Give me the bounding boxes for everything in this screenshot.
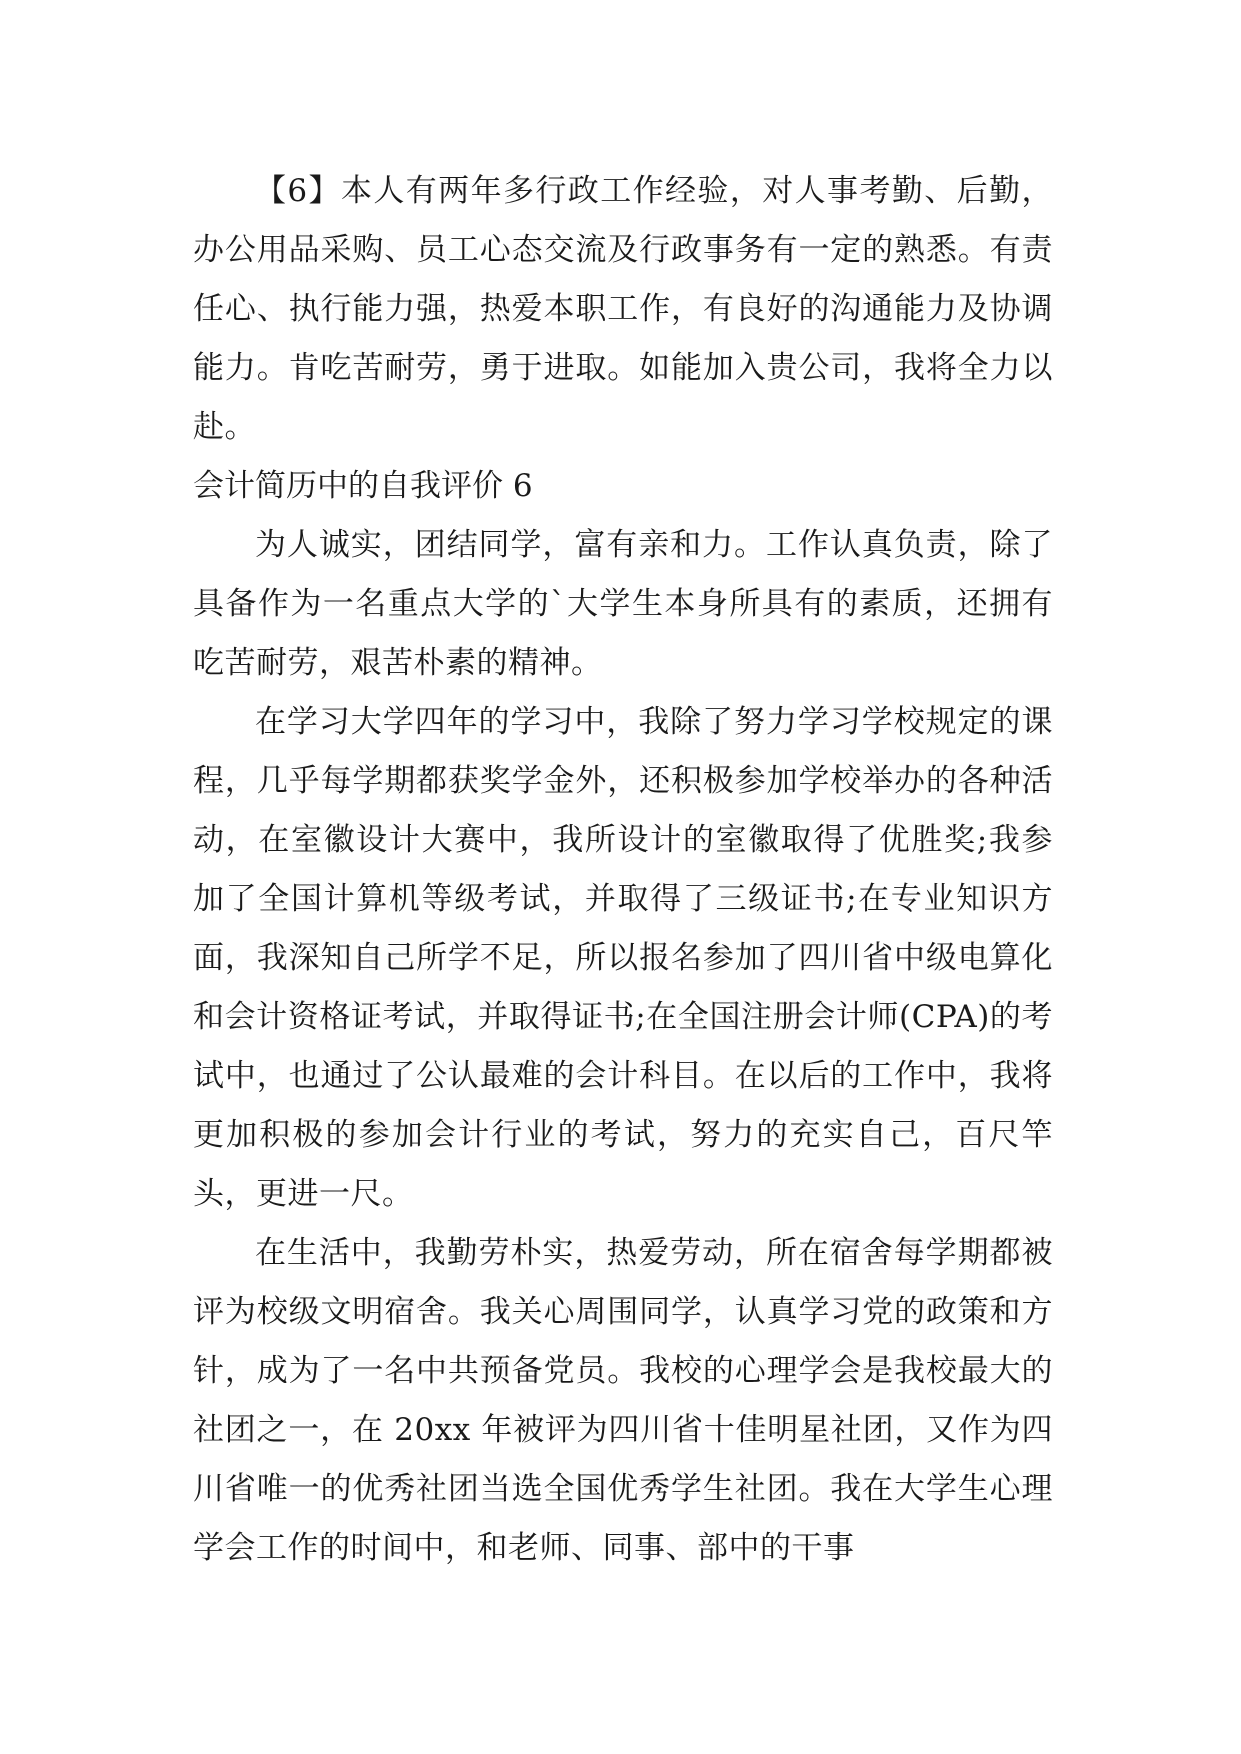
document-body <box>193 162 1053 1578</box>
paragraph-life: 在生活中，我勤劳朴实，热爱劳动，所在宿舍每学期都被评为校级文明宿舍。我关心周围同学，认真学习党的政策和方针，成为了一名中共预备党员。我校的心理学会是我校最大的社团之一，在 20xx 年被评为四川省十佳明星社团，又作为四川省唯一的优秀社团当选全国优秀学生社团。我在大学生心理学会工作的时间中，和老师、同事、部中的干事 <box>193 1235 1053 1566</box>
paragraph-study: 在学习大学四年的学习中，我除了努力学习学校规定的课程，几乎每学期都获奖学金外，还积极参加学校举办的各种活动，在室徽设计大赛中，我所设计的室徽取得了优胜奖;我参加了全国计算机等级考试，并取得了三级证书;在专业知识方面，我深知自己所学不足，所以报名参加了四川省中级电算化和会计资格证考试，并取得证书;在全国注册会计师(CPA)的考试中，也通过了公认最难的会计科目。在以后的工作中，我将更加积极的参加会计行业的考试，努力的充实自己，百尺竿头，更进一尺。 <box>193 704 1053 1212</box>
paragraph-experience: 【6】本人有两年多行政工作经验，对人事考勤、后勤，办公用品采购、员工心态交流及行政事务有一定的熟悉。有责任心、执行能力强，热爱本职工作，有良好的沟通能力及协调能力。肯吃苦耐劳，勇于进取。如能加入贵公司，我将全力以赴。 <box>193 173 1053 445</box>
paragraph-character: 为人诚实，团结同学，富有亲和力。工作认真负责，除了具备作为一名重点大学的`大学生本身所具有的素质，还拥有吃苦耐劳，艰苦朴素的精神。 <box>193 527 1053 681</box>
section-heading: 会计简历中的自我评价 6 <box>193 468 533 504</box>
